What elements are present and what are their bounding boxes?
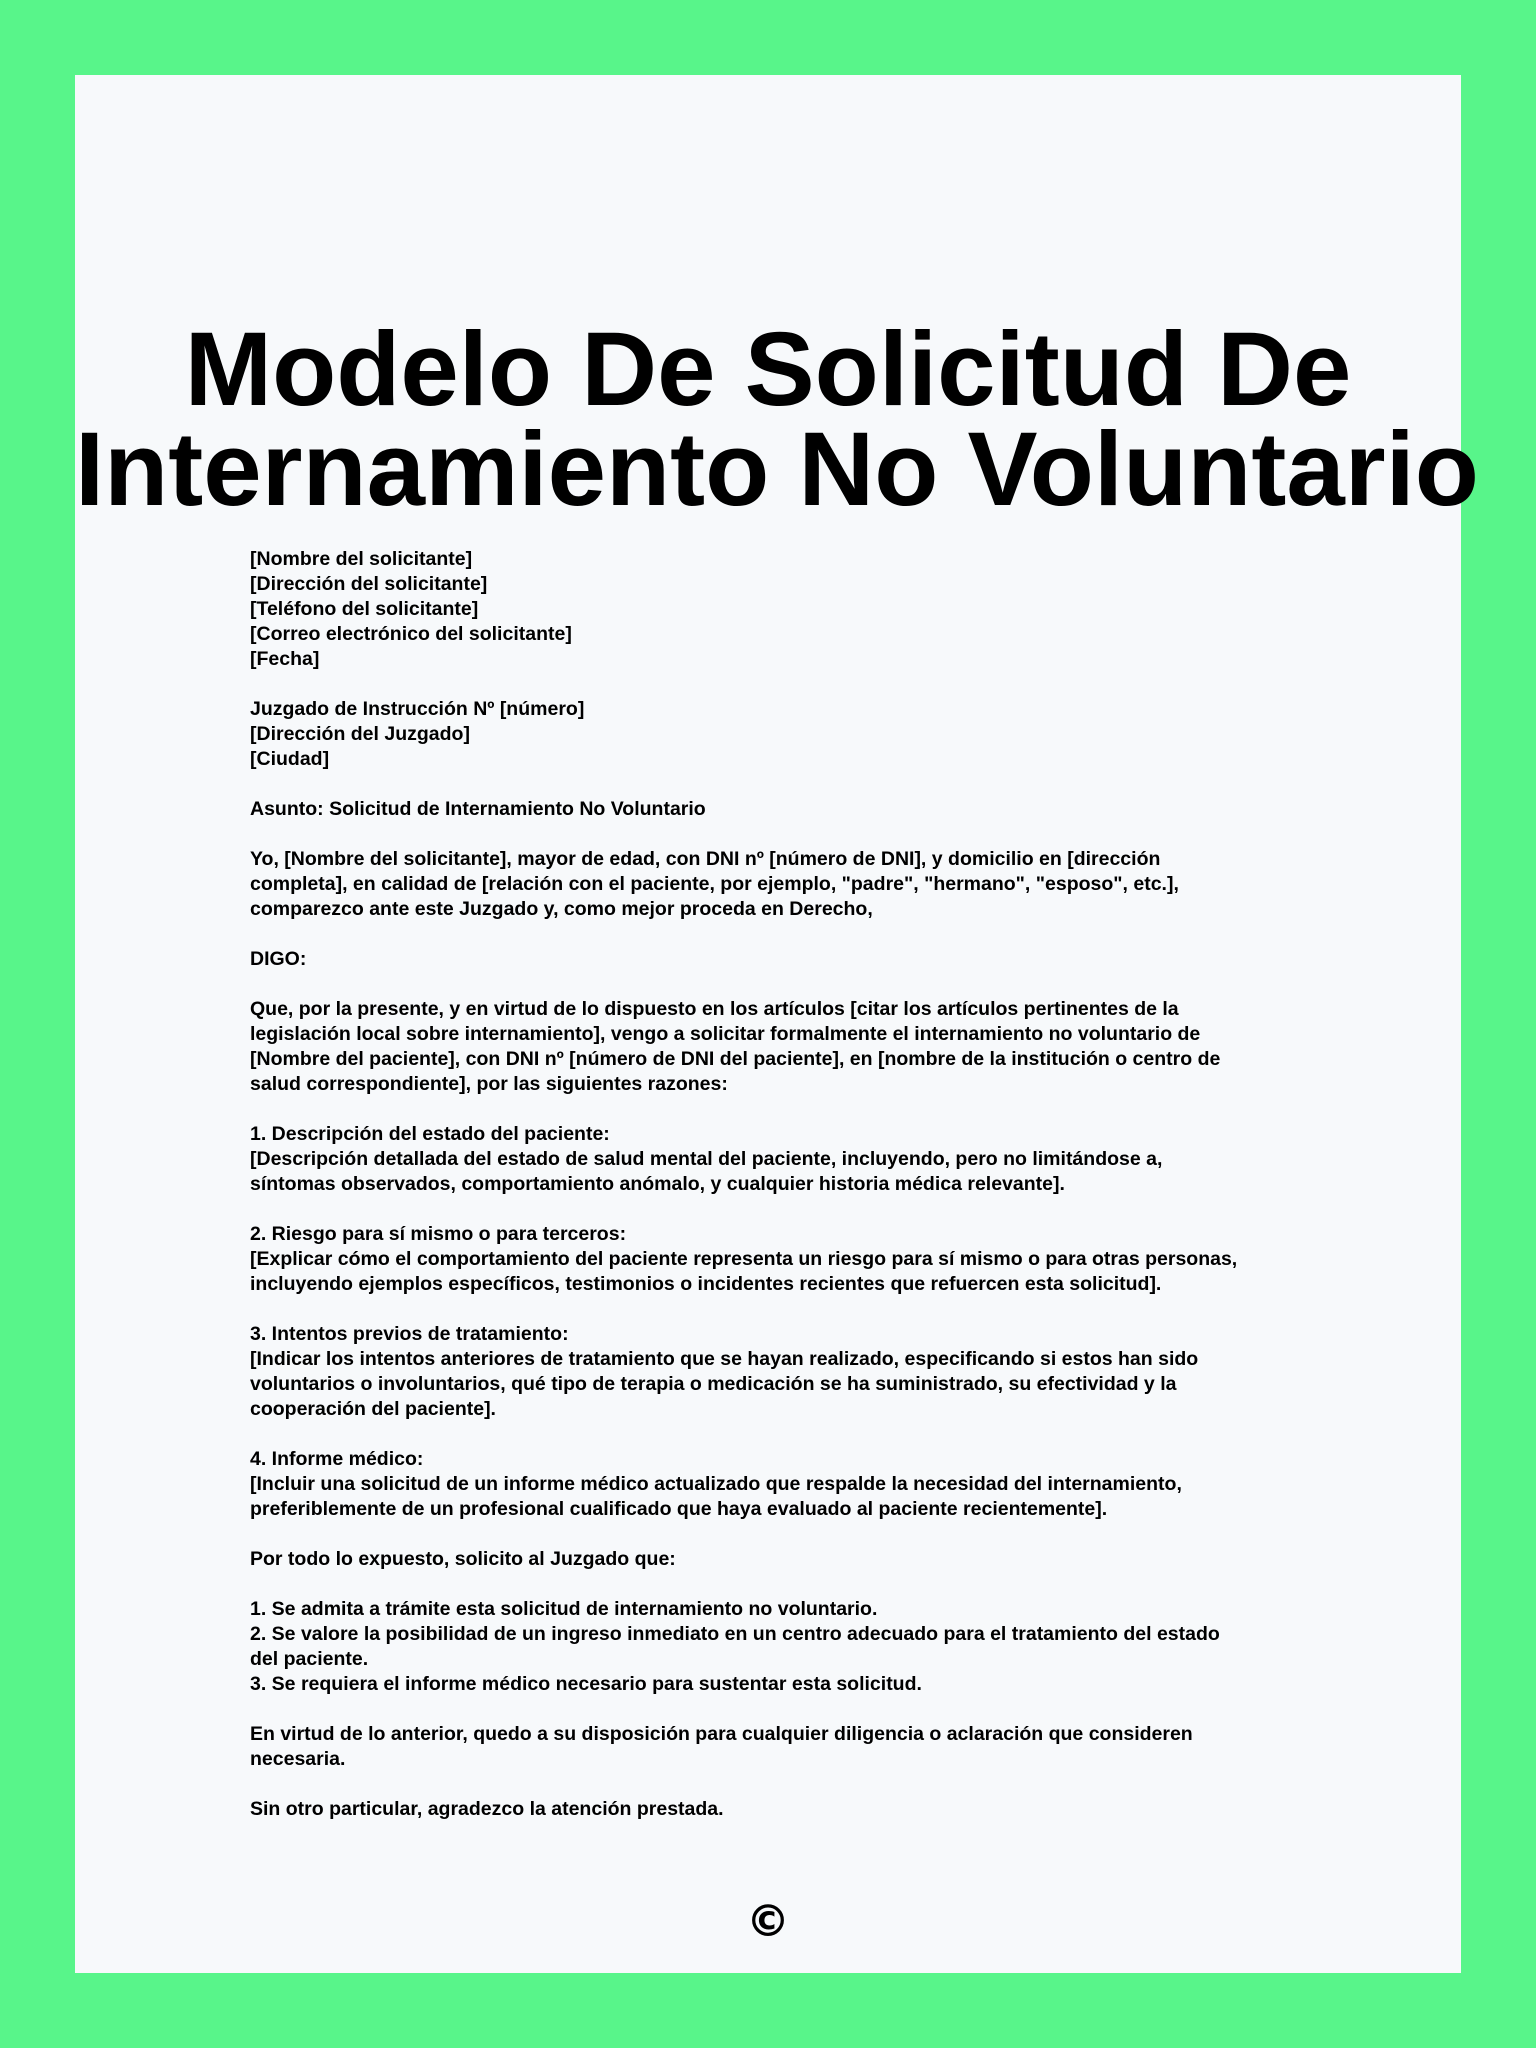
request-item: 1. Se admita a trámite esta solicitud de internamiento no voluntario. [250, 1598, 878, 1620]
reason-heading: 2. Riesgo para sí mismo o para terceros: [250, 1223, 627, 1245]
statement-line: [Nombre del paciente], con DNI nº [número de DNI del paciente], en [nombre de la institución o centro de [250, 1048, 1221, 1070]
reason-heading: 3. Intentos previos de tratamiento: [250, 1323, 569, 1345]
closing-paragraph [250, 1797, 1350, 1822]
sender-phone: [Teléfono del solicitante] [250, 598, 479, 620]
reason-1 [250, 1122, 1350, 1197]
recipient-block [250, 697, 1350, 772]
title-line-2: Internamiento No Voluntario [75, 411, 1479, 528]
intro-paragraph [250, 847, 1350, 922]
request-intro-text: Por todo lo expuesto, solicito al Juzgado que: [250, 1548, 676, 1570]
digo-heading [250, 947, 1350, 972]
request-intro [250, 1547, 1350, 1572]
reason-line: incluyendo ejemplos específicos, testimonios o incidentes recientes que refuercen esta solicitud]. [250, 1273, 1162, 1295]
reason-4 [250, 1447, 1350, 1522]
reason-2 [250, 1222, 1350, 1297]
recipient-court: Juzgado de Instrucción Nº [número] [250, 698, 585, 720]
statement-paragraph [250, 997, 1350, 1097]
copyright-icon: © [746, 1896, 790, 1947]
statement-line: legislación local sobre internamiento], vengo a solicitar formalmente el internamiento no voluntario de [250, 1023, 1201, 1045]
sender-address: [Dirección del solicitante] [250, 573, 488, 595]
request-item: 3. Se requiera el informe médico necesario para sustentar esta solicitud. [250, 1673, 922, 1695]
reason-line: síntomas observados, comportamiento anómalo, y cualquier historia médica relevante]. [250, 1173, 1065, 1195]
sender-email: [Correo electrónico del solicitante] [250, 623, 572, 645]
sender-block [250, 547, 1350, 672]
recipient-city: [Ciudad] [250, 748, 330, 770]
closing-text: Sin otro particular, agradezco la atención prestada. [250, 1798, 724, 1820]
reason-line: [Descripción detallada del estado de salud mental del paciente, incluyendo, pero no limitándose a, [250, 1148, 1163, 1170]
intro-line: completa], en calidad de [relación con el paciente, por ejemplo, "padre", "hermano", "esposo", etc.], [250, 873, 1179, 895]
subject-text: Asunto: Solicitud de Internamiento No Voluntario [250, 798, 706, 820]
document-page [75, 75, 1479, 1973]
request-list [250, 1597, 1350, 1697]
sender-date: [Fecha] [250, 648, 320, 670]
sender-name: [Nombre del solicitante] [250, 548, 473, 570]
request-item: 2. Se valore la posibilidad de un ingreso inmediato en un centro adecuado para el tratamiento del estado [250, 1623, 1220, 1645]
reason-line: cooperación del paciente]. [250, 1398, 496, 1420]
reason-line: [Indicar los intentos anteriores de tratamiento que se hayan realizado, especificando si estos han sido [250, 1348, 1199, 1370]
document-title [75, 311, 1479, 528]
intro-line: comparezco ante este Juzgado y, como mejor proceda en Derecho, [250, 898, 873, 920]
subject-line [250, 797, 1350, 822]
intro-line: Yo, [Nombre del solicitante], mayor de edad, con DNI nº [número de DNI], y domicilio en [dirección [250, 848, 1161, 870]
reason-heading: 4. Informe médico: [250, 1448, 424, 1470]
reason-line: preferiblemente de un profesional cualificado que haya evaluado al paciente recientemente]. [250, 1498, 1108, 1520]
letter-body [250, 547, 1350, 1822]
statement-line: Que, por la presente, y en virtud de lo dispuesto en los artículos [citar los artículos pertinentes de la [250, 998, 1179, 1020]
title-line-1: Modelo De Solicitud De [184, 311, 1352, 428]
recipient-address: [Dirección del Juzgado] [250, 723, 470, 745]
availability-line: En virtud de lo anterior, quedo a su disposición para cualquier diligencia o aclaración que consideren [250, 1723, 1193, 1745]
statement-line: salud correspondiente], por las siguientes razones: [250, 1073, 728, 1095]
reason-3 [250, 1322, 1350, 1422]
reason-heading: 1. Descripción del estado del paciente: [250, 1123, 610, 1145]
request-item: del paciente. [250, 1648, 369, 1670]
availability-paragraph [250, 1722, 1350, 1772]
availability-line: necesaria. [250, 1748, 346, 1770]
reason-line: voluntarios o involuntarios, qué tipo de terapia o medicación se ha suministrado, su efectividad y la [250, 1373, 1177, 1395]
reason-line: [Incluir una solicitud de un informe médico actualizado que respalde la necesidad del internamiento, [250, 1473, 1182, 1495]
reason-line: [Explicar cómo el comportamiento del paciente representa un riesgo para sí mismo o para otras personas, [250, 1248, 1238, 1270]
digo-text: DIGO: [250, 948, 307, 970]
